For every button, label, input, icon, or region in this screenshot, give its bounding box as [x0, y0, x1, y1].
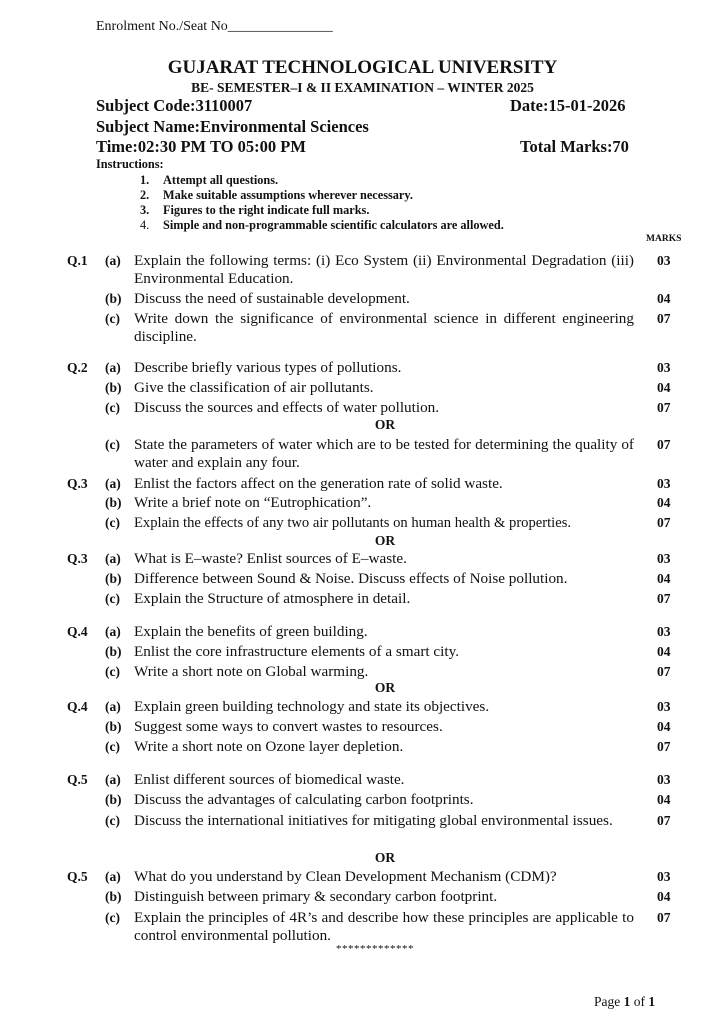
part-label: (b) [105, 792, 122, 807]
question-marks: 04 [657, 889, 671, 904]
university-name: GUJARAT TECHNOLOGICAL UNIVERSITY [167, 57, 558, 78]
question-marks: 03 [657, 772, 671, 787]
question-text: Explain the benefits of green building. [134, 623, 368, 640]
instruction-text: Figures to the right indicate full marks. [163, 203, 370, 217]
part-label: (b) [105, 495, 122, 510]
question-text: Describe briefly various types of pollutions. [134, 359, 402, 376]
question-text: Enlist the core infrastructure elements of a smart city. [134, 643, 460, 660]
part-label: (a) [105, 476, 121, 491]
question-text: Write a brief note on “Eutrophication”. [134, 494, 372, 511]
question-marks: 03 [657, 699, 671, 714]
question-marks: 04 [657, 571, 671, 586]
question-marks: 03 [657, 476, 671, 491]
question-marks: 03 [657, 360, 671, 375]
instruction-num: 4. [140, 218, 150, 232]
part-label: (c) [105, 813, 120, 828]
or-separator: OR [374, 680, 396, 695]
question-number: Q.5 [67, 869, 88, 884]
part-label: (c) [105, 515, 120, 530]
subject-code: Subject Code:3110007 [96, 96, 253, 115]
instruction-num: 3. [140, 203, 150, 217]
enrolment-line: Enrolment No./Seat No_______________ [96, 19, 333, 34]
part-label: (a) [105, 869, 121, 884]
question-number: Q.4 [67, 699, 88, 714]
question-number: Q.4 [67, 624, 88, 639]
question-marks: 07 [657, 910, 671, 925]
page-number: Page 1 of 1 [594, 994, 656, 1009]
question-text: Enlist different sources of biomedical waste. [134, 771, 405, 788]
question-text: Explain the principles of 4R’s and describe how these principles are applicable to control environmental pollution. [134, 909, 634, 944]
marks-column-label: MARKS [646, 234, 682, 244]
part-label: (a) [105, 699, 121, 714]
question-marks: 03 [657, 869, 671, 884]
part-label: (b) [105, 380, 122, 395]
subject-name: Subject Name:Environmental Sciences [96, 117, 369, 136]
part-label: (c) [105, 910, 120, 925]
instruction-num: 2. [140, 188, 150, 202]
instruction-text: Make suitable assumptions wherever necessary. [163, 188, 413, 202]
question-marks: 07 [657, 813, 671, 828]
question-marks: 04 [657, 291, 671, 306]
question-text: Explain the effects of any two air pollutants on human health & properties. [134, 515, 572, 531]
question-number: Q.1 [67, 253, 88, 268]
question-marks: 04 [657, 792, 671, 807]
question-marks: 07 [657, 515, 671, 530]
question-marks: 07 [657, 739, 671, 754]
part-label: (a) [105, 551, 121, 566]
question-marks: 07 [657, 437, 671, 452]
question-text: Write down the significance of environmental science in different engineering discipline. [134, 310, 634, 345]
part-label: (b) [105, 719, 122, 734]
part-label: (c) [105, 591, 120, 606]
instruction-num: 1. [140, 173, 150, 187]
part-label: (c) [105, 437, 120, 452]
question-marks: 07 [657, 400, 671, 415]
part-label: (b) [105, 889, 122, 904]
instructions-title: Instructions: [96, 157, 164, 171]
or-separator: OR [374, 417, 396, 432]
part-label: (a) [105, 624, 121, 639]
question-text: Difference between Sound & Noise. Discuss effects of Noise pollution. [134, 570, 568, 587]
question-marks: 04 [657, 380, 671, 395]
part-label: (c) [105, 664, 120, 679]
part-label: (a) [105, 253, 121, 268]
question-marks: 07 [657, 591, 671, 606]
question-text: Discuss the need of sustainable development. [134, 290, 410, 307]
question-marks: 04 [657, 719, 671, 734]
question-marks: 07 [657, 311, 671, 326]
question-number: Q.2 [67, 360, 88, 375]
part-label: (b) [105, 571, 122, 586]
question-marks: 04 [657, 495, 671, 510]
instruction-text: Simple and non-programmable scientific calculators are allowed. [163, 218, 504, 232]
exam-date: Date:15-01-2026 [510, 96, 626, 115]
part-label: (a) [105, 772, 121, 787]
question-text: Write a short note on Global warming. [134, 663, 369, 680]
question-text: Enlist the factors affect on the generation rate of solid waste. [134, 475, 503, 492]
question-number: Q.3 [67, 551, 88, 566]
question-marks: 07 [657, 664, 671, 679]
question-text: Explain green building technology and state its objectives. [134, 698, 490, 715]
question-text: Discuss the advantages of calculating carbon footprints. [134, 791, 474, 808]
part-label: (b) [105, 644, 122, 659]
part-label: (c) [105, 400, 120, 415]
question-text: Give the classification of air pollutants. [134, 379, 374, 396]
instruction-text: Attempt all questions. [163, 173, 279, 187]
or-separator: OR [374, 850, 396, 865]
or-separator: OR [374, 533, 396, 548]
end-of-paper-mark: ************* [336, 943, 414, 955]
exam-title: BE- SEMESTER–I & II EXAMINATION – WINTER 2025 [191, 80, 534, 95]
question-text: Explain the following terms: (i) Eco System (ii) Environmental Degradation (iii) Environmental Education. [134, 252, 634, 287]
question-text: Write a short note on Ozone layer depletion. [134, 738, 404, 755]
question-text: What is E–waste? Enlist sources of E–waste. [134, 550, 407, 567]
question-text: Discuss the international initiatives for mitigating global environmental issues. [134, 812, 613, 829]
question-marks: 03 [657, 551, 671, 566]
question-marks: 03 [657, 253, 671, 268]
question-number: Q.3 [67, 476, 88, 491]
question-text: Distinguish between primary & secondary carbon footprint. [134, 888, 498, 905]
question-text: What do you understand by Clean Development Mechanism (CDM)? [134, 868, 557, 885]
part-label: (c) [105, 311, 120, 326]
total-marks: Total Marks:70 [520, 137, 629, 156]
exam-time: Time:02:30 PM TO 05:00 PM [96, 137, 306, 156]
question-text: Suggest some ways to convert wastes to resources. [134, 718, 443, 735]
question-marks: 03 [657, 624, 671, 639]
part-label: (b) [105, 291, 122, 306]
question-text: Discuss the sources and effects of water pollution. [134, 399, 440, 416]
question-number: Q.5 [67, 772, 88, 787]
question-marks: 04 [657, 644, 671, 659]
part-label: (c) [105, 739, 120, 754]
part-label: (a) [105, 360, 121, 375]
question-text: State the parameters of water which are to be tested for determining the quality of water and explain any four. [134, 436, 634, 471]
question-text: Explain the Structure of atmosphere in detail. [134, 590, 411, 607]
